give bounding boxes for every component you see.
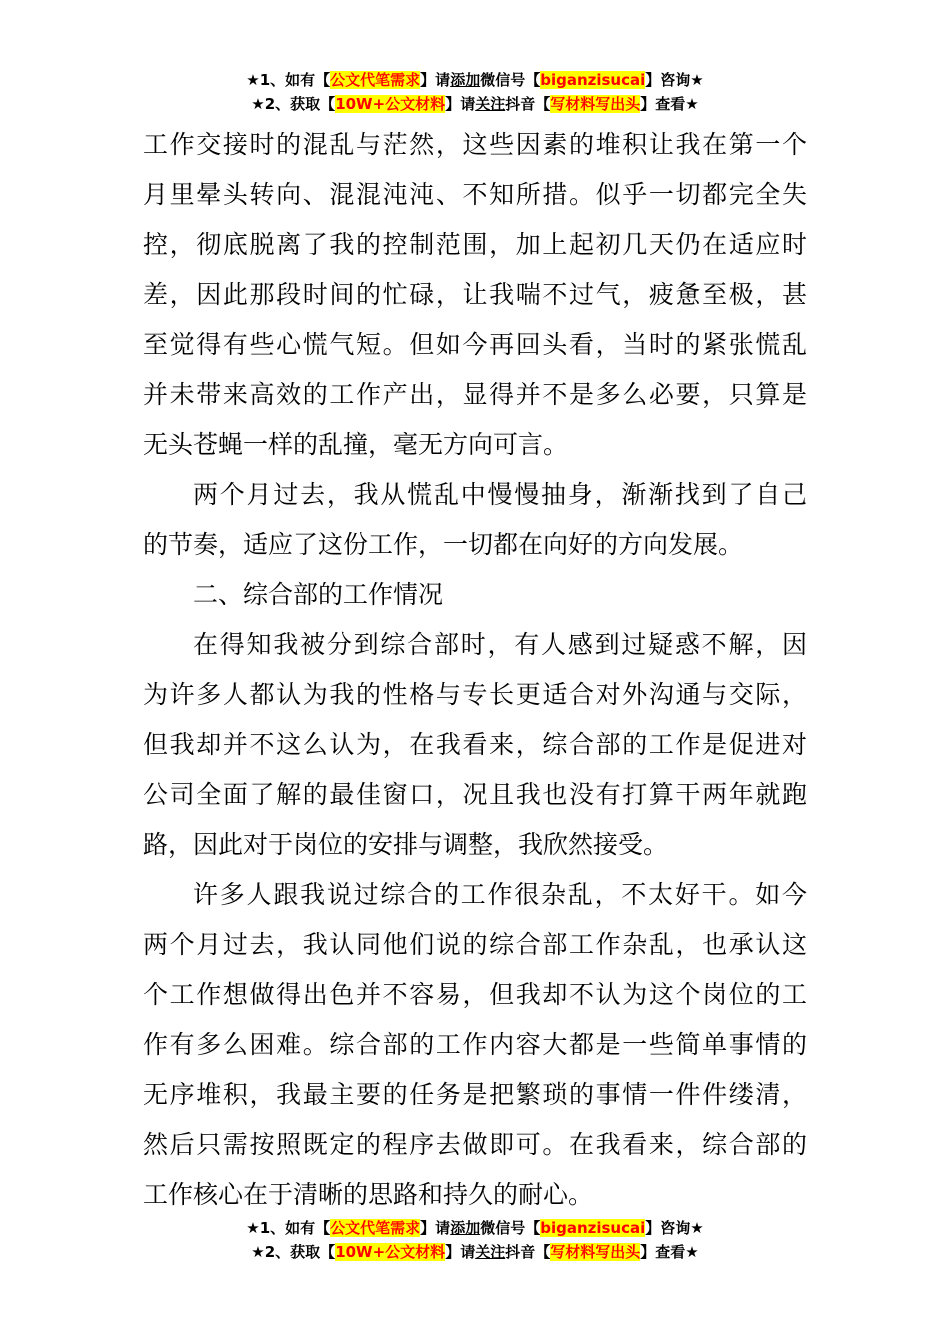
- footer-underline-follow: 关注: [475, 1243, 506, 1261]
- header-line-1-text-a: 】请: [420, 71, 451, 89]
- header-line-2-prefix: ★2、获取【: [251, 95, 336, 113]
- body-line: 并未带来高效的工作产出，显得并不是多么必要，只算是: [143, 380, 807, 409]
- body-line: 工作核心在于清晰的思路和持久的耐心。: [143, 1180, 594, 1209]
- footer-highlight-wechat-id: biganzisucai: [540, 1219, 646, 1237]
- header-line-1: [0, 68, 950, 92]
- body-line: 个工作想做得出色并不容易，但我却不认为这个岗位的工: [143, 980, 807, 1009]
- body-line: 至觉得有些心慌气短。但如今再回头看，当时的紧张慌乱: [143, 330, 807, 359]
- header-highlight-service: 公文代笔需求: [330, 71, 421, 89]
- header-line-2-suffix: 】查看★: [640, 95, 699, 113]
- body-line: 为许多人都认为我的性格与专长更适合对外沟通与交际，: [143, 680, 807, 709]
- footer-banner: [0, 1216, 950, 1264]
- header-highlight-wechat-id: biganzisucai: [540, 71, 646, 89]
- footer-underline-add: 添加: [450, 1219, 481, 1237]
- footer-line-1-prefix: ★1、如有【: [246, 1219, 331, 1237]
- section-heading: 二、综合部的工作情况: [193, 580, 444, 609]
- footer-line-1: [0, 1216, 950, 1240]
- footer-line-2-prefix: ★2、获取【: [251, 1243, 336, 1261]
- body-line: 两个月过去，我从慌乱中慢慢抽身，渐渐找到了自己: [193, 480, 807, 509]
- header-line-1-suffix: 】咨询★: [645, 71, 704, 89]
- header-banner: [0, 68, 950, 116]
- footer-line-1-suffix: 】咨询★: [645, 1219, 704, 1237]
- body-line: 路，因此对于岗位的安排与调整，我欣然接受。: [143, 830, 669, 859]
- document-body: [143, 120, 807, 1220]
- header-highlight-materials: 10W+公文材料: [335, 95, 446, 113]
- header-line-2-text-b: 抖音【: [505, 95, 551, 113]
- body-line: 控，彻底脱离了我的控制范围，加上起初几天仍在适应时: [143, 230, 807, 259]
- header-line-2: [0, 92, 950, 116]
- body-line: 许多人跟我说过综合的工作很杂乱，不太好干。如今: [193, 880, 807, 909]
- footer-line-1-text-b: 微信号【: [480, 1219, 541, 1237]
- header-line-1-text-b: 微信号【: [480, 71, 541, 89]
- body-line: 的节奏，适应了这份工作，一切都在向好的方向发展。: [143, 530, 744, 559]
- header-line-1-prefix: ★1、如有【: [246, 71, 331, 89]
- body-line: 无序堆积，我最主要的任务是把繁琐的事情一件件缕清，: [143, 1080, 807, 1109]
- header-line-2-text-a: 】请: [445, 95, 476, 113]
- footer-highlight-materials: 10W+公文材料: [335, 1243, 446, 1261]
- body-line: 月里晕头转向、混混沌沌、不知所措。似乎一切都完全失: [143, 180, 807, 209]
- footer-line-2-text-b: 抖音【: [505, 1243, 551, 1261]
- body-line: 但我却并不这么认为，在我看来，综合部的工作是促进对: [143, 730, 807, 759]
- body-line: 差，因此那段时间的忙碌，让我喘不过气，疲惫至极，甚: [143, 280, 807, 309]
- body-line: 工作交接时的混乱与茫然，这些因素的堆积让我在第一个: [143, 130, 807, 159]
- footer-highlight-douyin-account: 写材料写出头: [550, 1243, 641, 1261]
- footer-highlight-service: 公文代笔需求: [330, 1219, 421, 1237]
- body-line: 公司全面了解的最佳窗口，况且我也没有打算干两年就跑: [143, 780, 807, 809]
- header-underline-add: 添加: [450, 71, 481, 89]
- footer-line-2-text-a: 】请: [445, 1243, 476, 1261]
- body-line: 在得知我被分到综合部时，有人感到过疑惑不解，因: [193, 630, 807, 659]
- body-line: 然后只需按照既定的程序去做即可。在我看来，综合部的: [143, 1130, 807, 1159]
- header-underline-follow: 关注: [475, 95, 506, 113]
- footer-line-1-text-a: 】请: [420, 1219, 451, 1237]
- header-highlight-douyin-account: 写材料写出头: [550, 95, 641, 113]
- body-line: 无头苍蝇一样的乱撞，毫无方向可言。: [143, 430, 569, 459]
- footer-line-2-suffix: 】查看★: [640, 1243, 699, 1261]
- body-line: 作有多么困难。综合部的工作内容大都是一些简单事情的: [143, 1030, 807, 1059]
- body-line: 两个月过去，我认同他们说的综合部工作杂乱，也承认这: [143, 930, 807, 959]
- footer-line-2: [0, 1240, 950, 1264]
